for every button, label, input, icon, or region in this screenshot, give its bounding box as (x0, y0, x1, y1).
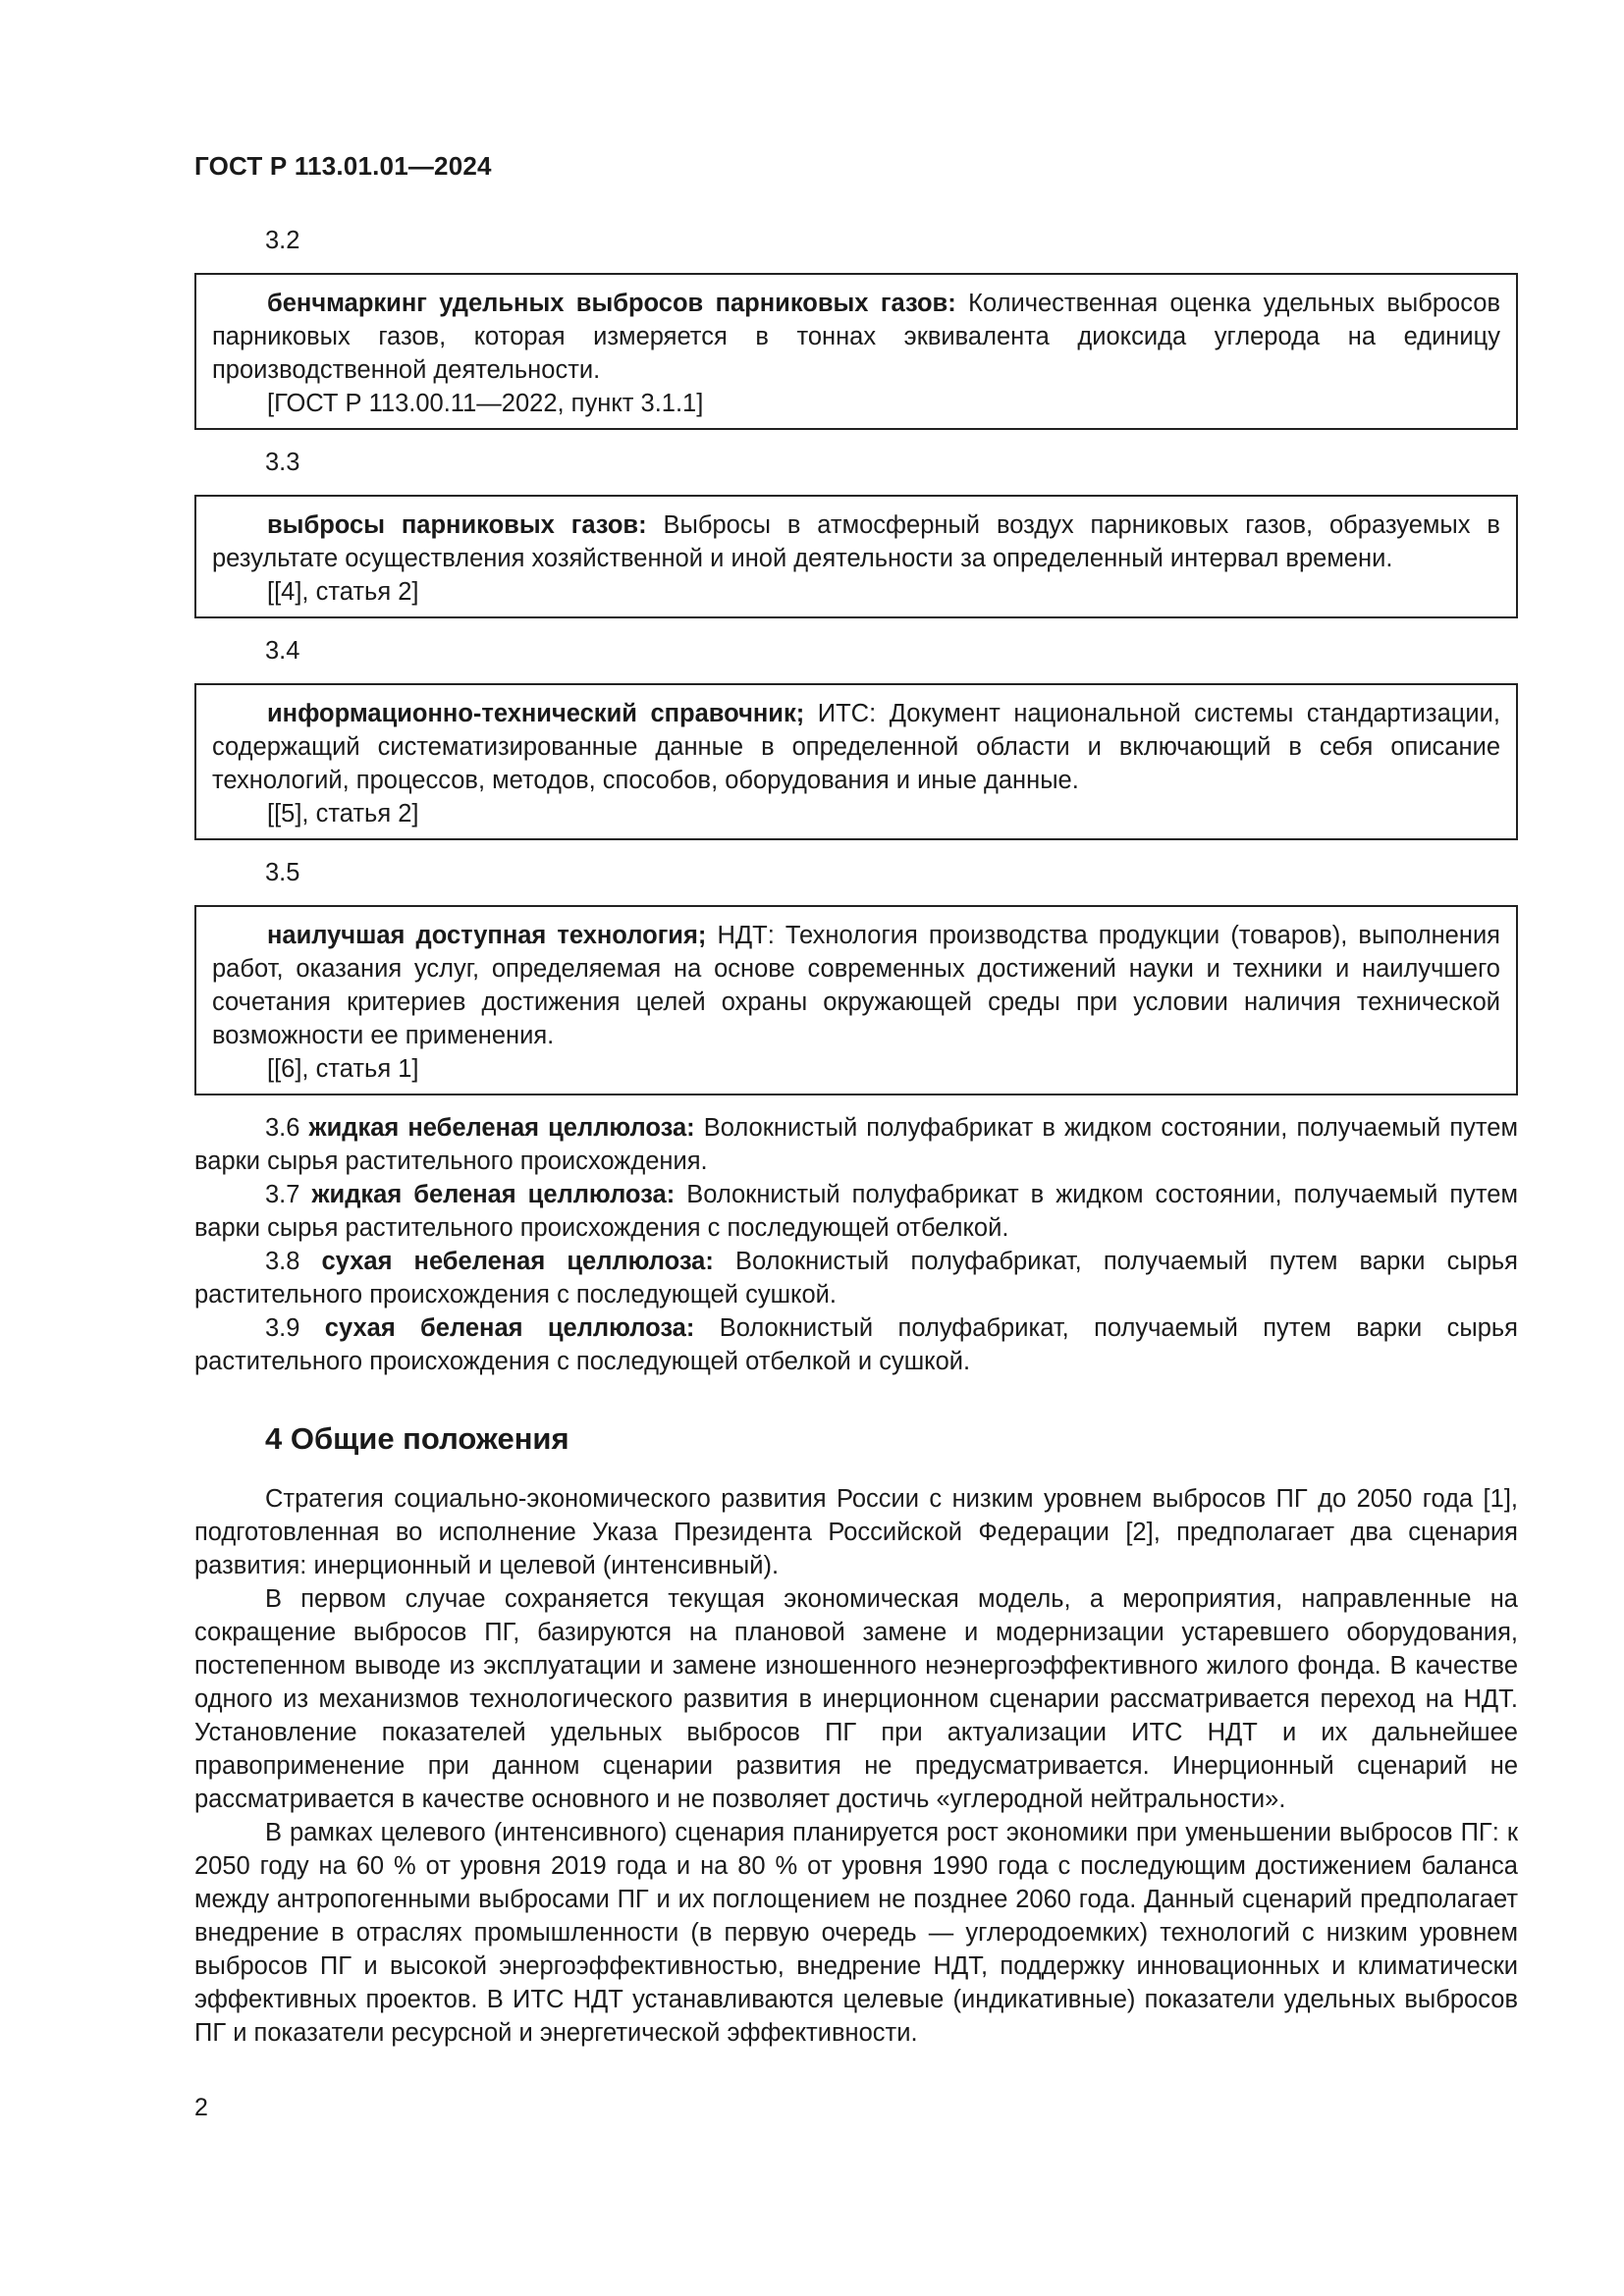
term-source: [[4], статья 2] (267, 578, 419, 606)
document-code: ГОСТ Р 113.01.01—2024 (194, 151, 492, 181)
term-name: информационно-технический справочник; (267, 700, 805, 727)
term-name: выбросы парниковых газов: (267, 511, 647, 539)
term-number: 3.6 (265, 1114, 300, 1142)
term-box (194, 273, 1518, 430)
term-number: 3.5 (265, 859, 300, 886)
term-box (194, 495, 1518, 618)
term-number: 3.4 (265, 637, 300, 665)
term-name: бенчмаркинг удельных выбросов парниковых газов: (267, 290, 956, 317)
definition-text: Волокнистый полуфабрикат, получаемый путем варки сырья растительного происхождения с последующей сушкой. (194, 1248, 1518, 1308)
term-name: наилучшая доступная технология; (267, 922, 707, 949)
page-content (194, 224, 1518, 2050)
term-number: 3.7 (265, 1181, 300, 1208)
term-definition (212, 287, 1500, 387)
definition-text: Волокнистый полуфабрикат в жидком состоянии, получаемый путем варки сырья растительного происхождения. (194, 1114, 1518, 1175)
term-source: [ГОСТ Р 113.00.11—2022, пункт 3.1.1] (267, 390, 704, 417)
term-entry (194, 1111, 1518, 1178)
term-source: [[5], статья 2] (267, 800, 419, 828)
definition-text: ИТС: Документ национальной системы стандартизации, содержащий систематизированные данные в определенной области и включающий в себя описание технологий, процессов, методов, способов, оборудования и иные данные. (212, 700, 1500, 794)
paragraph: В рамках целевого (интенсивного) сценария планируется рост экономики при уменьшении выбросов ПГ: к 2050 году на 60 % от уровня 2019 года и на 80 % от уровня 1990 года с последующим достижением баланса между антропогенными выбросами ПГ и их поглощением не позднее 2060 года. Данный сценарий предполагает внедрение в отраслях промышленности (в первую очередь — углеродоемких) технологий с низким уровнем выбросов ПГ и высокой энергоэффективностью, внедрение НДТ, поддержку инновационных и климатически эффективных проектов. В ИТС НДТ устанавливаются целевые (индикативные) показатели удельных выбросов ПГ и показатели ресурсной и энергетической эффективности. (194, 1819, 1518, 2047)
term-box (194, 905, 1518, 1095)
paragraph: В первом случае сохраняется текущая экономическая модель, а мероприятия, направленные на сокращение выбросов ПГ, базируются на плановой замене и модернизации устаревшего оборудования, постепенном выводе из эксплуатации и замене изношенного неэнергоэффективного жилого фонда. В качестве одного из механизмов технологического развития в инерционном сценарии рассматривается переход на НДТ. Установление показателей удельных выбросов ПГ при актуализации ИТС НДТ и их дальнейшее правоприменение при данном сценарии развития не предусматривается. Инерционный сценарий не рассматривается в качестве основного и не позволяет достичь «углеродной нейтральности». (194, 1585, 1518, 1813)
term-definition (212, 508, 1500, 575)
section-heading: 4 Общие положения (265, 1421, 569, 1456)
term-name: жидкая небеленая целлюлоза: (308, 1114, 695, 1142)
term-entry (194, 1245, 1518, 1311)
paragraph: Стратегия социально-экономического развития России с низким уровнем выбросов ПГ до 2050 года [1], подготовленная во исполнение Указа Президента Российской Федерации [2], предполагает два сценария развития: инерционный и целевой (интенсивный). (194, 1485, 1518, 1579)
term-number: 3.8 (265, 1248, 300, 1275)
definition-text: Выбросы в атмосферный воздух парниковых газов, образуемых в результате осуществления хозяйственной и иной деятельности за определенный интервал времени. (212, 511, 1500, 572)
term-number: 3.3 (265, 449, 300, 476)
definition-text: Волокнистый полуфабрикат в жидком состоянии, получаемый путем варки сырья растительного происхождения с последующей отбелкой. (194, 1181, 1519, 1242)
term-box (194, 683, 1518, 840)
page-number: 2 (194, 2094, 208, 2121)
definition-text: НДТ: Технология производства продукции (товаров), выполнения работ, оказания услуг, определяемая на основе современных достижений науки и техники и наилучшего сочетания критериев достижения целей охраны окружающей среды при условии наличия технической возможности ее применения. (212, 922, 1500, 1049)
definition-text: Количественная оценка удельных выбросов парниковых газов, которая измеряется в тоннах эквивалента диоксида углерода на единицу производственной деятельности. (212, 290, 1500, 384)
term-name: жидкая беленая целлюлоза: (311, 1181, 676, 1208)
definition-text: Волокнистый полуфабрикат, получаемый путем варки сырья растительного происхождения с последующей отбелкой и сушкой. (194, 1314, 1518, 1375)
term-number: 3.9 (265, 1314, 300, 1342)
term-definition (212, 697, 1500, 797)
term-number: 3.2 (265, 227, 300, 254)
term-name: сухая небеленая целлюлоза: (321, 1248, 714, 1275)
term-source: [[6], статья 1] (267, 1055, 419, 1083)
term-entry (194, 1311, 1518, 1378)
term-definition (212, 919, 1500, 1052)
term-name: сухая беленая целлюлоза: (324, 1314, 695, 1342)
term-entry (194, 1178, 1518, 1245)
